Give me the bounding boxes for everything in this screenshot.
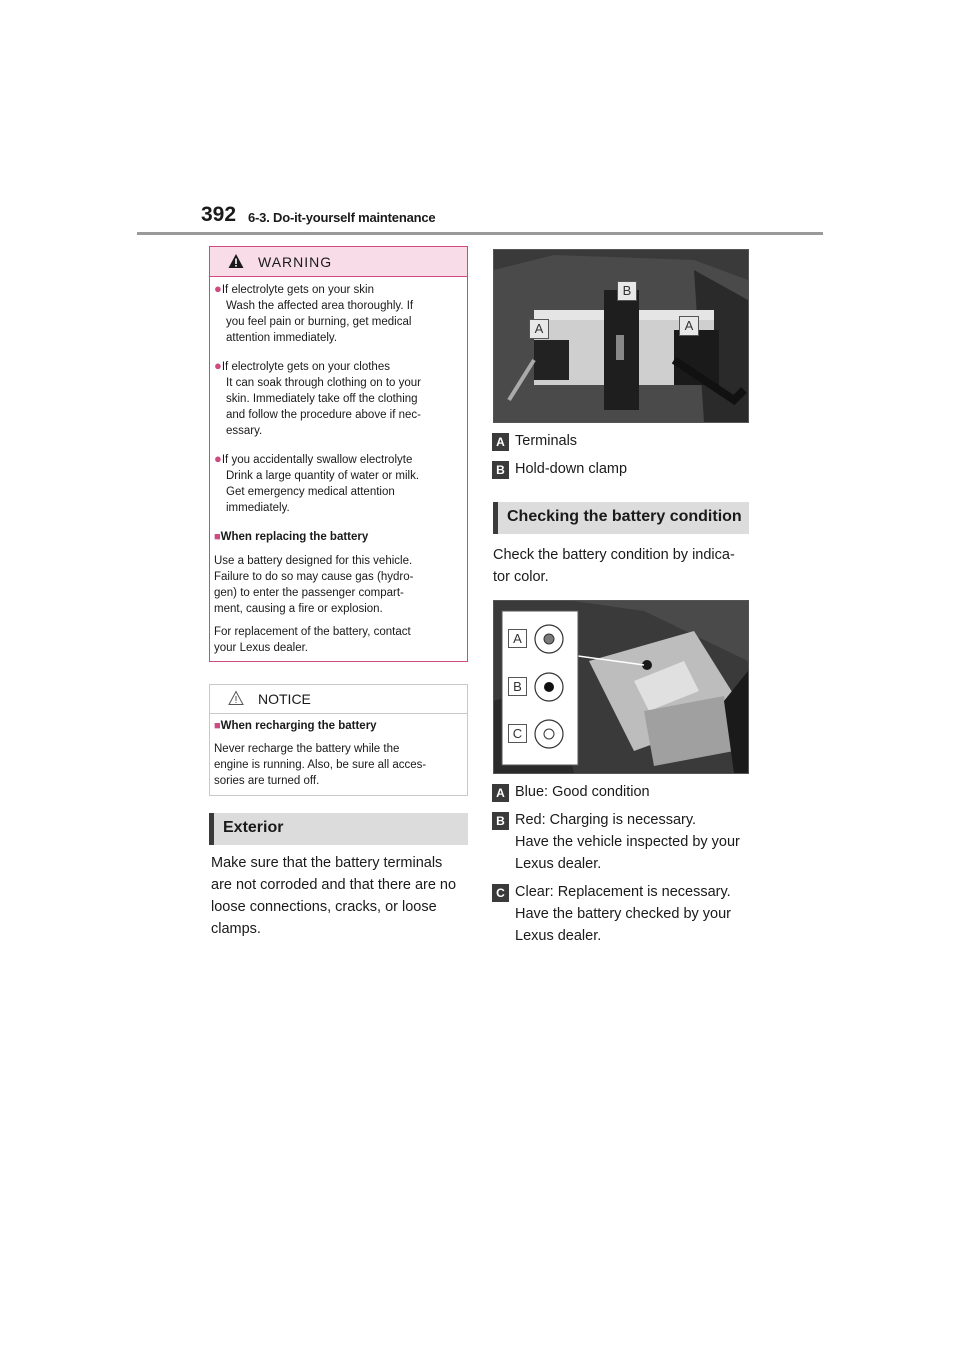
indicator-illustration (494, 601, 748, 773)
bullet-icon: ● (214, 358, 222, 373)
bullet-icon: ● (214, 281, 222, 296)
checking-heading: Checking the battery condition (493, 502, 749, 534)
warning-para-1: Use a battery designed for this vehicle. Failure to do so may cause gas (hydro- gen) to enter the passenger compart- ment, causing a fire or explosion. (214, 555, 414, 615)
legend-clear: Clear: Replacement is necessary. Have the battery checked by your Lexus dealer. (515, 884, 732, 944)
legend-hold-down-clamp: Hold-down clamp (515, 461, 628, 477)
callout-b: B (508, 677, 527, 696)
checking-body: Check the battery condition by indica- tor color. (493, 547, 735, 585)
bullet-icon: ● (214, 451, 222, 466)
exterior-body: Make sure that the battery terminals are not corroded and that there are no loose connections, cracks, or loose clamps. (211, 855, 457, 937)
section-title: 6-3. Do-it-yourself maintenance (248, 210, 436, 225)
warning-title: WARNING (258, 254, 333, 270)
warning-header (210, 247, 467, 277)
warning-item-skin: ●If electrolyte gets on your skin Wash the affected area thoroughly. If you feel pain or burning, get medical attention immediately. (214, 281, 414, 344)
warning-triangle-icon (228, 253, 244, 269)
warning-item-clothes: ●If electrolyte gets on your clothes It can soak through clothing on to your skin. Immediately take off the clothing and follow the procedure above if nec- essary. (214, 358, 421, 437)
warning-item-swallow: ●If you accidentally swallow electrolyte Drink a large quantity of water or milk. Get emergency medical attention immediately. (214, 451, 420, 514)
notice-body: Never recharge the battery while the engine is running. Also, be sure all acces- sories are turned off. (214, 743, 427, 787)
legend-terminals: Terminals (515, 433, 578, 449)
legend-label-b: B (492, 461, 509, 479)
exterior-heading: Exterior (209, 813, 468, 845)
legend-label-c: C (492, 884, 509, 902)
callout-a: A (508, 629, 527, 648)
header-rule (137, 232, 823, 235)
legend-label-b: B (492, 812, 509, 830)
notice-subheading: ■When recharging the battery (214, 720, 377, 732)
square-bullet-icon: ■ (214, 720, 221, 732)
callout-c: C (508, 724, 527, 743)
warning-para-2: For replacement of the battery, contact your Lexus dealer. (214, 626, 411, 654)
indicator-photo (493, 600, 749, 774)
notice-box (209, 684, 468, 796)
square-bullet-icon: ■ (214, 531, 221, 543)
legend-blue: Blue: Good condition (515, 784, 650, 800)
callout-b: B (617, 281, 637, 301)
legend-label-a: A (492, 784, 509, 802)
callout-a-left: A (529, 319, 549, 339)
callout-a-right: A (679, 316, 699, 336)
notice-title: NOTICE (258, 691, 311, 707)
warning-subheading: ■When replacing the battery (214, 531, 369, 543)
legend-label-a: A (492, 433, 509, 451)
battery-photo (493, 249, 749, 423)
notice-header (210, 685, 467, 714)
legend-red: Red: Charging is necessary. Have the vehicle inspected by your Lexus dealer. (515, 812, 740, 872)
caution-triangle-icon (228, 690, 244, 706)
warning-box (209, 246, 468, 662)
page-number: 392 (201, 203, 237, 226)
